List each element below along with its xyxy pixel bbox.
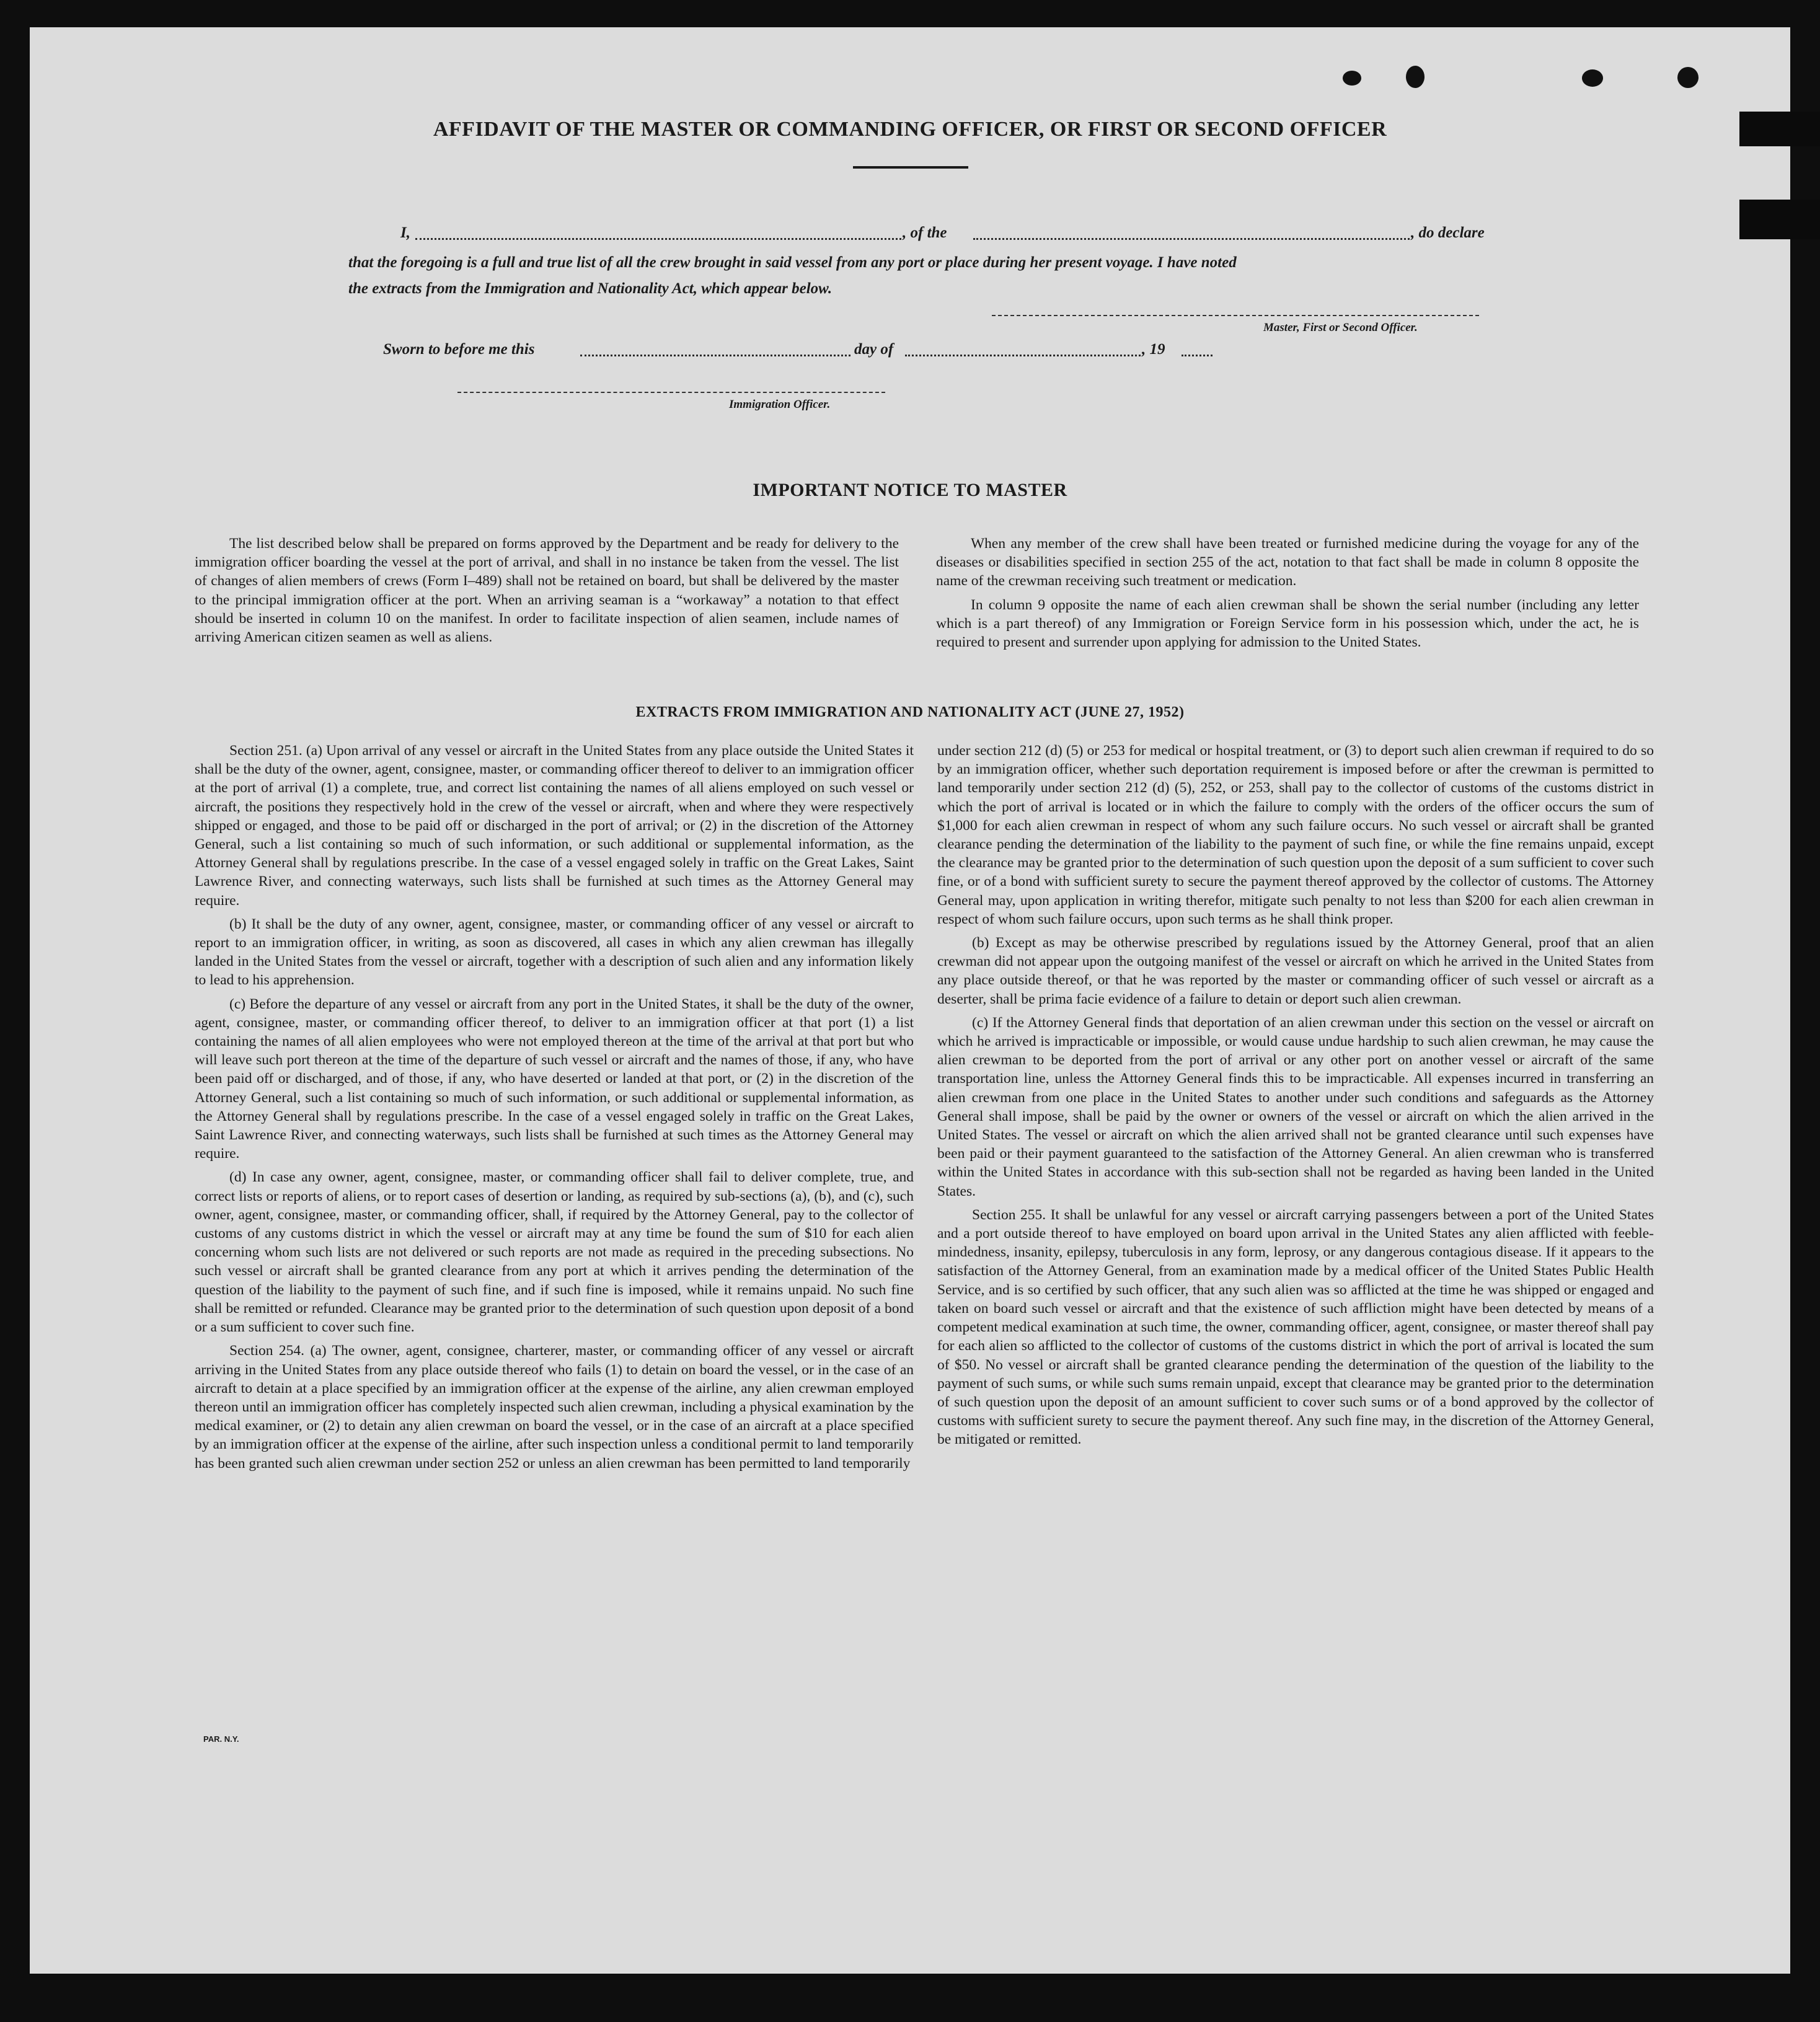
vessel-name-field[interactable] — [973, 238, 1410, 240]
extracts-right-column — [937, 741, 1654, 1454]
sworn-day-field[interactable] — [580, 355, 850, 356]
title-rule — [853, 166, 968, 169]
notice-right-paragraph-1: When any member of the crew shall have been treated or furnished medicine during the voyage for any of the diseases or disabilities specified in section 255 of the act, notation to that fact shall be made in column 8 opposite the name of the crewman receiving such treatment or medication. — [936, 536, 1639, 589]
sworn-year-field[interactable] — [1182, 355, 1213, 356]
declare-label: , do declare — [1411, 224, 1485, 241]
sworn-month-field[interactable] — [905, 355, 1141, 356]
extract-paragraph: Section 251. (a) Upon arrival of any vessel or aircraft in the United States from any place outside the United States it shall be the duty of the owner, agent, consignee, master, or commanding officer thereof to deliver to an immigration officer at the port of arrival (1) a complete, true, and correct list containing the names of all aliens employed on such vessel or aircraft, the positions they respectively hold in the crew of the vessel or aircraft, when and where they were respectively shipped or engaged, and those to be paid off or discharged in the port of arrival; or (2) in the discretion of the Attorney General, such a list containing so much of such information, or such additional or supplemental information, as the Attorney General shall by regulations prescribe. In the case of a vessel engaged solely in traffic on the Great Lakes, Saint Lawrence River, and connecting waterways, such lists shall be furnished at such times as the Attorney General may require. — [195, 743, 914, 909]
extract-paragraph: (b) It shall be the duty of any owner, agent, consignee, master, or commanding officer of any vessel or aircraft to report to an immigration officer, in writing, as soon as discovered, all cases in which any alien crewman has illegally landed in the United States from the vessel or aircraft, together with a description of such alien and any information likely to lead to his apprehension. — [195, 916, 914, 989]
declarant-name-field[interactable] — [415, 238, 901, 240]
printer-imprint: PAR. N.Y. — [203, 1734, 239, 1744]
year-label: , 19 — [1142, 341, 1165, 358]
extracts-title: EXTRACTS FROM IMMIGRATION AND NATIONALITY ACT (JUNE 27, 1952) — [635, 704, 1185, 720]
master-signature-line[interactable] — [992, 315, 1479, 316]
declarant-label: I, — [400, 224, 410, 241]
notice-left-paragraph: The list described below shall be prepared on forms approved by the Department and be ready for delivery to the immigration officer boarding the vessel at the port of arrival, and shall in no instance be taken from the vessel. The list of changes of alien members of crews (Form I–489) shall not be retained on board, but shall be delivered by the master to the principal immigration officer at the port. When an arriving seaman is a “workaway” a notation to that effect should be inserted in column 10 on the manifest. In order to facilitate inspection of alien seamen, include names of arriving American citizen seamen as well as aliens. — [195, 536, 899, 646]
day-of-label: day of — [854, 341, 894, 358]
of-the-label: , of the — [903, 224, 947, 241]
extract-paragraph: Section 254. (a) The owner, agent, consignee, charterer, master, or commanding officer of any vessel or aircraft arriving in the United States from any place outside thereof who fails (1) to detain on board the vessel, or in the case of an aircraft to detain at a place specified by an immigration officer at the expense of the airline, any alien crewman employed thereon until an immigration officer has completely inspected such alien crewman, including a physical examination by the medical examiner, or (2) to detain any alien crewman on board the vessel, or in the case of an aircraft at a place specified by an immigration officer at the expense of the airline, after such inspection unless a conditional permit to land temporarily has been granted such alien crewman under section 252 or unless an alien crewman has been permitted to land temporarily — [195, 1343, 914, 1472]
punch-hole — [1582, 69, 1603, 87]
officer-caption: Immigration Officer. — [729, 398, 831, 411]
punch-hole — [1677, 67, 1699, 88]
officer-signature-line[interactable] — [457, 392, 885, 393]
punch-hole — [1343, 71, 1361, 86]
affidavit-title: AFFIDAVIT OF THE MASTER OR COMMANDING OFFICER, OR FIRST OR SECOND OFFICER — [433, 118, 1387, 141]
document-page — [30, 27, 1790, 1974]
extract-paragraph: (b) Except as may be otherwise prescribed by regulations issued by the Attorney General, proof that an alien crewman did not appear upon the outgoing manifest of the vessel or aircraft on which he arrived in the United States from any place outside thereof, or that he was reported by the master or commanding officer of such vessel or aircraft as a deserter, shall be prima facie evidence of a failure to detain or deport such alien crewman. — [937, 935, 1654, 1007]
affidavit-line-3: the extracts from the Immigration and Nationality Act, which appear below. — [348, 280, 833, 297]
notice-right-paragraph-2: In column 9 opposite the name of each alien crewman shall be shown the serial number (including any letter which is a part thereof) of any Immigration or Foreign Service form in his possession which, under the act, he is required to present and surrender upon applying for admission to the United States. — [936, 596, 1639, 651]
affidavit-line-2: that the foregoing is a full and true list of all the crew brought in said vessel from any port or place during her present voyage. I have noted — [348, 254, 1237, 271]
master-caption: Master, First or Second Officer. — [1263, 321, 1418, 334]
extracts-left-column — [195, 741, 914, 1478]
notice-title: IMPORTANT NOTICE TO MASTER — [753, 480, 1067, 500]
notice-right-column — [936, 534, 1639, 656]
extract-paragraph: under section 212 (d) (5) or 253 for medical or hospital treatment, or (3) to deport such alien crewman if required to do so by an immigration officer, whether such deportation requirement is imposed before or after the crewman is permitted to land temporarily under section 212 (d) (5), 252, or 253, shall pay to the collector of customs of the customs district in which the port of arrival is located or in which the failure to comply with the orders of the officer occurs the sum of $1,000 for each alien crewman in respect of whom any such failure occurs. No such vessel or aircraft shall be granted clearance pending the determination of the liability to the payment of such fine, or while the fine remains unpaid, except the clearance may be granted prior to the determination of such question upon the deposit of a sum sufficient to cover such fine, or of a bond with sufficient surety to secure the payment thereof approved by the collector of customs. The Attorney General may, upon application in writing therefor, mitigate such penalty to not less than $200 for each alien crewman in respect of whom such failure occurs, upon such terms as he shall think proper. — [937, 743, 1654, 927]
extract-paragraph: (c) If the Attorney General finds that deportation of an alien crewman under this section on the vessel or aircraft on which he arrived is impracticable or impossible, or would cause undue hardship to such alien crewman, he may cause the alien crewman to be deported from the port of arrival or any other port on another vessel or aircraft of the same transportation line, unless the Attorney General finds this to be impracticable. All expenses incurred in transferring an alien crewman from one place in the United States to another under such conditions and safeguards as the Attorney General shall impose, shall be paid by the owner or owners of the vessel or aircraft on which the alien arrived in the United States. The vessel or aircraft on which the alien arrived shall not be granted clearance until such expenses have been paid or their payment guaranteed to the satisfaction of the Attorney General. An alien crewman who is transferred within the United States in accordance with this sub-section shall not be regarded as having been landed in the United States. — [937, 1014, 1654, 1199]
extract-paragraph: (c) Before the departure of any vessel or aircraft from any port in the United States, it shall be the duty of the owner, agent, consignee, master, or commanding officer thereof, to deliver to an immigration officer at that port (1) a list containing the names of all alien employees who were not employed thereon at the time of the arrival at that port but who will leave such port thereon at the time of the departure of such vessel or aircraft and the names of those, if any, who have been paid off or discharged, and of those, if any, who have deserted or landed at that port, or (2) in the discretion of the Attorney General, such a list containing so much of such information, or such additional or supplemental information, as the Attorney General shall by regulations prescribe. In the case of a vessel engaged solely in traffic on the Great Lakes, Saint Lawrence River, and connecting waterways, such lists shall be furnished at such times as the Attorney General may require. — [195, 996, 914, 1162]
binder-mark — [1739, 200, 1820, 239]
extract-paragraph: (d) In case any owner, agent, consignee, master, or commanding officer shall fail to deliver complete, true, and correct lists or reports of aliens, or to report cases of desertion or landing, as required by sub-sections (a), (b), and (c), such owner, agent, consignee, master, or commanding officer, shall, if required by the Attorney General, pay to the collector of customs of any customs district in which the vessel or aircraft may at any time be found the sum of $10 for each alien concerning whom such lists are not delivered or such reports are not made as required in the preceding subsections. No such vessel or aircraft shall be granted clearance from any port at which it arrives pending the determination of the question of the liability to the payment of such fine, and if such fine is imposed, while it remains unpaid. No such fine shall be remitted or refunded. Clearance may be granted prior to the determination of such question upon deposit of a bond or a sum sufficient to cover such fine. — [195, 1169, 914, 1336]
sworn-label: Sworn to before me this — [383, 341, 535, 358]
extract-paragraph: Section 255. It shall be unlawful for any vessel or aircraft carrying passengers between a port of the United States and a port outside thereof to have employed on board upon arrival in the United States any alien afflicted with feeble-mindedness, insanity, epilepsy, tuberculosis in any form, leprosy, or any dangerous contagious disease. If it appears to the satisfaction of the Attorney General, from an examination made by a medical officer of the United States Public Health Service, and is so certified by such officer, that any such alien was so afflicted at the time he was shipped or engaged and taken on board such vessel or aircraft and that the existence of such affliction might have been detected by means of a competent medical examination at such time, the owner, commanding officer, agent, consignee, or master thereof shall pay for each alien so afflicted to the collector of customs of the customs district in which the port of arrival is located the sum of $50. No vessel or aircraft shall be granted clearance pending the determination of the question of the liability to the payment of such sums, or while such sums remain unpaid, except that clearance may be granted prior to the determination of such question upon the deposit of an amount sufficient to cover such sums or of a bond approved by the collector of customs with sufficient surety to secure the payment thereof. Any such fine may, in the discretion of the Attorney General, be mitigated or remitted. — [937, 1206, 1654, 1448]
binder-mark — [1739, 112, 1820, 146]
notice-left-column — [195, 534, 899, 651]
punch-hole — [1406, 66, 1425, 88]
